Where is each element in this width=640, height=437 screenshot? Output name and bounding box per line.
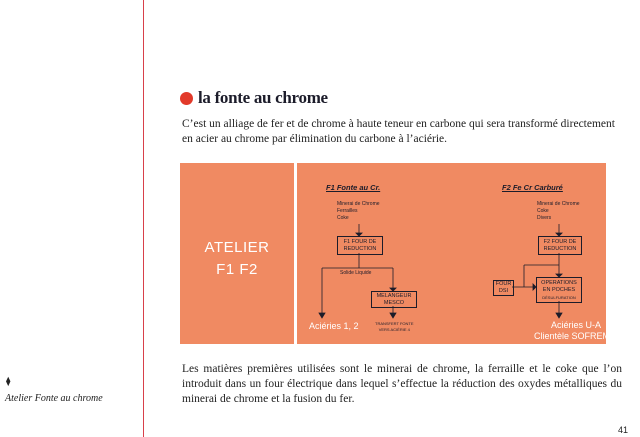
f1-note-line1: TRANSFERT FONTE [375, 321, 414, 326]
f2-dsi-line1: FOUR [495, 281, 512, 287]
f2-arrowhead [556, 274, 562, 277]
f2-ops-line2: EN POCHES [542, 286, 576, 293]
f1-arrowhead [390, 313, 396, 318]
f1-note-line2: VERS ACIÉRIE 4 [378, 327, 410, 332]
atelier-line1: ATELIER [204, 239, 270, 256]
section-title: la fonte au chrome [198, 88, 328, 107]
f1-input: Ferrailles [337, 208, 358, 214]
page-number: 41 [618, 425, 629, 435]
figure-caption: Atelier Fonte au chrome [5, 393, 103, 404]
f1-input: Coke [337, 215, 349, 221]
f2-ops-line1: OPERATIONS [541, 279, 577, 286]
outro-paragraph: Les matières premières utilisées sont le minerai de chrome, la ferraille et le coke que l’on introduit dans un four électrique dans lequel s’effectue la réduction des oxydes métalliques du minerai de chrome et la fusion du fer. [182, 363, 622, 405]
f2-input: Coke [537, 208, 549, 214]
f1-furnace-line2: REDUCTION [343, 245, 377, 252]
f2-input: Divers [537, 215, 552, 221]
f2-furnace-line1: F2 FOUR DE [543, 238, 577, 245]
f2-arrowhead [556, 313, 562, 318]
f2-input: Minerai de Chrome [537, 201, 580, 207]
f1-furnace-line1: F1 FOUR DE [343, 238, 377, 245]
f2-output-line2: Clientèle SOFREM [534, 331, 611, 341]
f1-arrowhead [319, 313, 325, 318]
f1-input: Minerai de Chrome [337, 201, 380, 207]
f2-arrowhead [556, 233, 562, 236]
intro-paragraph: C’est un alliage de fer et de chrome à haute teneur en carbone qui sera transformé directement en acier au chrome par élimination du carbone à l’aciérie. [182, 118, 615, 145]
f2-dsi-line2: DSI [498, 288, 509, 294]
caption-bullet: ⧫ [6, 376, 11, 386]
f2-furnace-line2: REDUCTION [543, 245, 577, 252]
f1-split-label: Solide Liquide [340, 270, 372, 276]
f1-mixer-line2: MESCO [383, 299, 405, 306]
f1-mixer-line1: MELANGEUR [376, 292, 412, 299]
f2-output-line1: Aciéries U-A [551, 320, 602, 330]
f1-output-left: Aciéries 1, 2 [309, 321, 359, 331]
f2-ops-line3: DÉSULFURATION [542, 294, 576, 300]
f2-arrowhead [533, 284, 536, 290]
f1-title: F1 Fonte au Cr. [326, 183, 381, 192]
f1-arrowhead [390, 288, 396, 291]
atelier-line2: F1 F2 [216, 261, 258, 278]
f2-title: F2 Fe Cr Carburé [502, 183, 563, 192]
f1-arrowhead [356, 233, 362, 236]
